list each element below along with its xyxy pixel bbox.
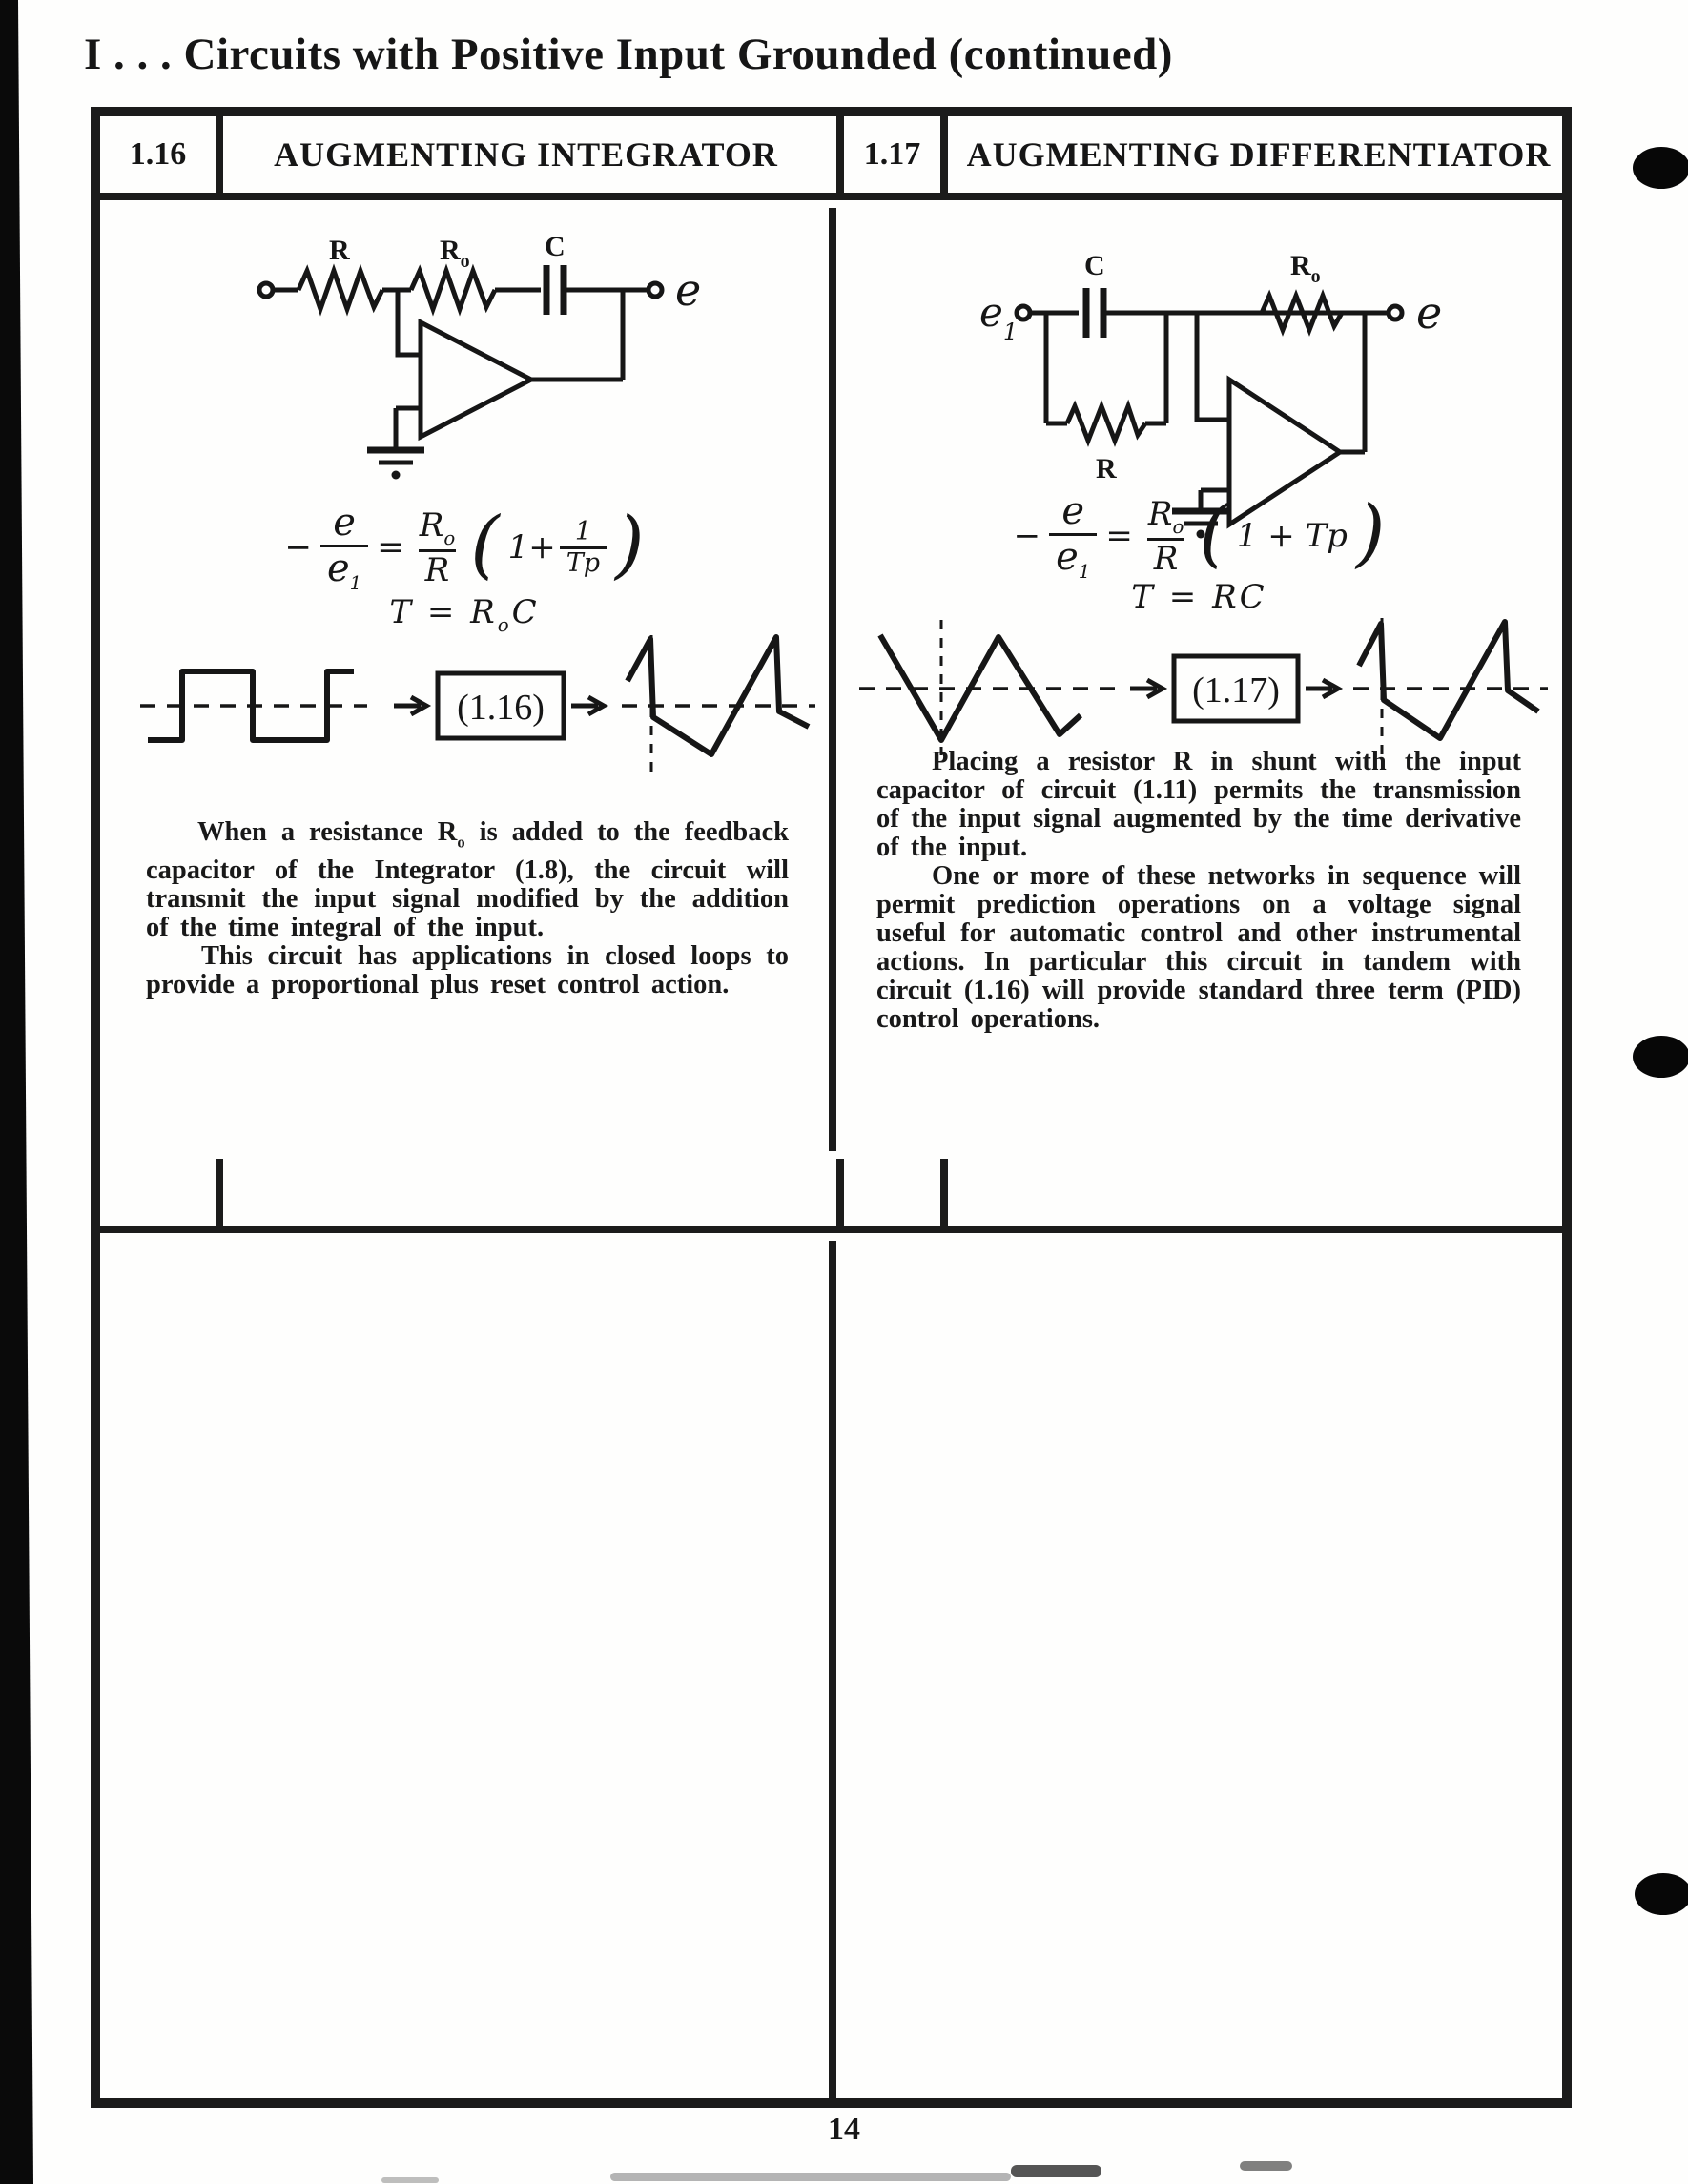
capacitor-c-label: C — [1084, 250, 1105, 281]
header-row-1 — [100, 116, 1562, 200]
wire-inverting-input — [398, 290, 421, 355]
opamp-triangle-icon — [421, 322, 531, 437]
page-title: I . . . Circuits with Positive Input Grounded (continued) — [84, 30, 1173, 79]
column-divider — [829, 1241, 836, 2098]
resistor-ro-icon — [411, 271, 495, 309]
signal-flow-1.16 — [112, 629, 817, 782]
resistor-r-label: R — [329, 235, 350, 266]
description-1.16 — [146, 818, 789, 999]
signal-flow-1.17 — [846, 612, 1552, 765]
minus-sign: − — [1013, 517, 1041, 556]
open-paren: ( — [470, 502, 500, 588]
close-paren: ) — [615, 502, 645, 588]
wire-feedback — [1340, 313, 1365, 452]
open-paren: ( — [1199, 490, 1228, 577]
gain-fraction: $\frac{e}{e_1}$ — [320, 502, 368, 594]
input-label: e1 — [979, 289, 1019, 345]
scan-noise — [1240, 2161, 1292, 2171]
output-terminal-icon — [648, 283, 662, 297]
ramp-step-output-icon — [628, 637, 809, 754]
punch-mark-icon — [1635, 1873, 1688, 1915]
section-number-1.16: 1.16 — [100, 116, 223, 193]
circuits-table — [91, 107, 1572, 2108]
section-number-1.17: 1.17 — [836, 116, 948, 193]
scan-noise — [610, 2173, 1011, 2181]
section-title-augmenting-differentiator: AUGMENTING DIFFERENTIATOR — [966, 135, 1552, 174]
column-divider — [829, 208, 836, 1151]
page-number: 14 — [828, 2112, 860, 2147]
paragraph: One or more of these networks in sequence will permit prediction operations on a voltage signal useful for automatic control and other instrumental actions. In particular this circuit in tandem with circuit (1.16) will provide standard three term (PID) control operations. — [876, 861, 1521, 1034]
section-title-augmenting-integrator: AUGMENTING INTEGRATOR — [274, 135, 778, 174]
column-1.17 — [836, 208, 1562, 1151]
transfer-function-1.16 — [100, 502, 829, 594]
time-constant-1.16: $T = R_oC$ — [389, 593, 540, 636]
paragraph: This circuit has applications in closed loops to provide a proportional plus reset control action. — [146, 941, 789, 1000]
ramp-step-output-icon — [1359, 622, 1538, 738]
circuit-diagram-augmenting-integrator — [253, 233, 730, 488]
empty-title-cell — [223, 1159, 829, 1226]
paren-body: 1+ $\frac{1}{Tp}$ — [508, 518, 607, 577]
body-row-1 — [100, 208, 1562, 1151]
input-terminal-icon — [1017, 306, 1030, 319]
paragraph: Placing a resistor R in shunt with the input capacitor of circuit (1.11) permits the transmission of the input signal augmented by the time derivative of the input. — [876, 747, 1521, 862]
resistor-ro-label: Ro — [1290, 250, 1321, 287]
scan-noise — [1011, 2165, 1101, 2177]
punch-mark-icon — [1633, 147, 1688, 189]
output-label: e — [1416, 287, 1443, 339]
resistor-ro-label: Ro — [440, 235, 470, 272]
resistor-r-icon — [298, 271, 382, 309]
block-label: (1.17) — [1192, 670, 1280, 711]
equals-sign: = — [377, 528, 404, 567]
input-terminal-icon — [259, 283, 273, 297]
gain-fraction: $\frac{e}{e_1}$ — [1049, 490, 1097, 583]
time-constant-1.17: T = RC — [1131, 578, 1267, 616]
ground-dot-icon — [392, 471, 401, 480]
block-label: (1.16) — [457, 688, 545, 728]
resistor-ratio-fraction: $\frac{R_o}{R}$ — [419, 505, 456, 589]
resistor-r-label: R — [1096, 453, 1117, 484]
scan-noise — [381, 2177, 439, 2183]
paragraph: When a resistance $R_o$ is added to the feedback capacitor of the Integrator (1.8), the circuit will transmit the input signal modified by the addition of the time integral of the input. — [146, 817, 789, 943]
description-1.17 — [876, 748, 1521, 1034]
column-1.16 — [100, 208, 829, 1151]
transfer-function-1.17 — [836, 490, 1562, 583]
output-label: e — [675, 264, 702, 316]
output-terminal-icon — [1389, 306, 1402, 319]
capacitor-c-label: C — [545, 231, 566, 262]
header-row-2 — [100, 1159, 1562, 1233]
resistor-ro-icon — [1262, 296, 1342, 330]
equals-sign: = — [1105, 517, 1133, 556]
wire-shunt-right — [1145, 313, 1166, 423]
empty-number-cell — [100, 1159, 223, 1226]
empty-number-cell — [836, 1159, 948, 1226]
paren-body: 1 + Tp — [1236, 517, 1348, 556]
resistor-r-icon — [1067, 406, 1145, 441]
empty-title-cell — [956, 1159, 1562, 1226]
wire-inverting-input — [1197, 313, 1229, 420]
body-row-2 — [100, 1241, 1562, 2098]
wire-noninverting-input — [396, 408, 421, 448]
resistor-ratio-fraction: $\frac{R_o}{R}$ — [1147, 494, 1184, 578]
scan-edge-shadow — [0, 0, 34, 2184]
minus-sign: − — [284, 528, 312, 567]
close-paren: ) — [1355, 490, 1386, 577]
punch-mark-icon — [1633, 1036, 1688, 1078]
